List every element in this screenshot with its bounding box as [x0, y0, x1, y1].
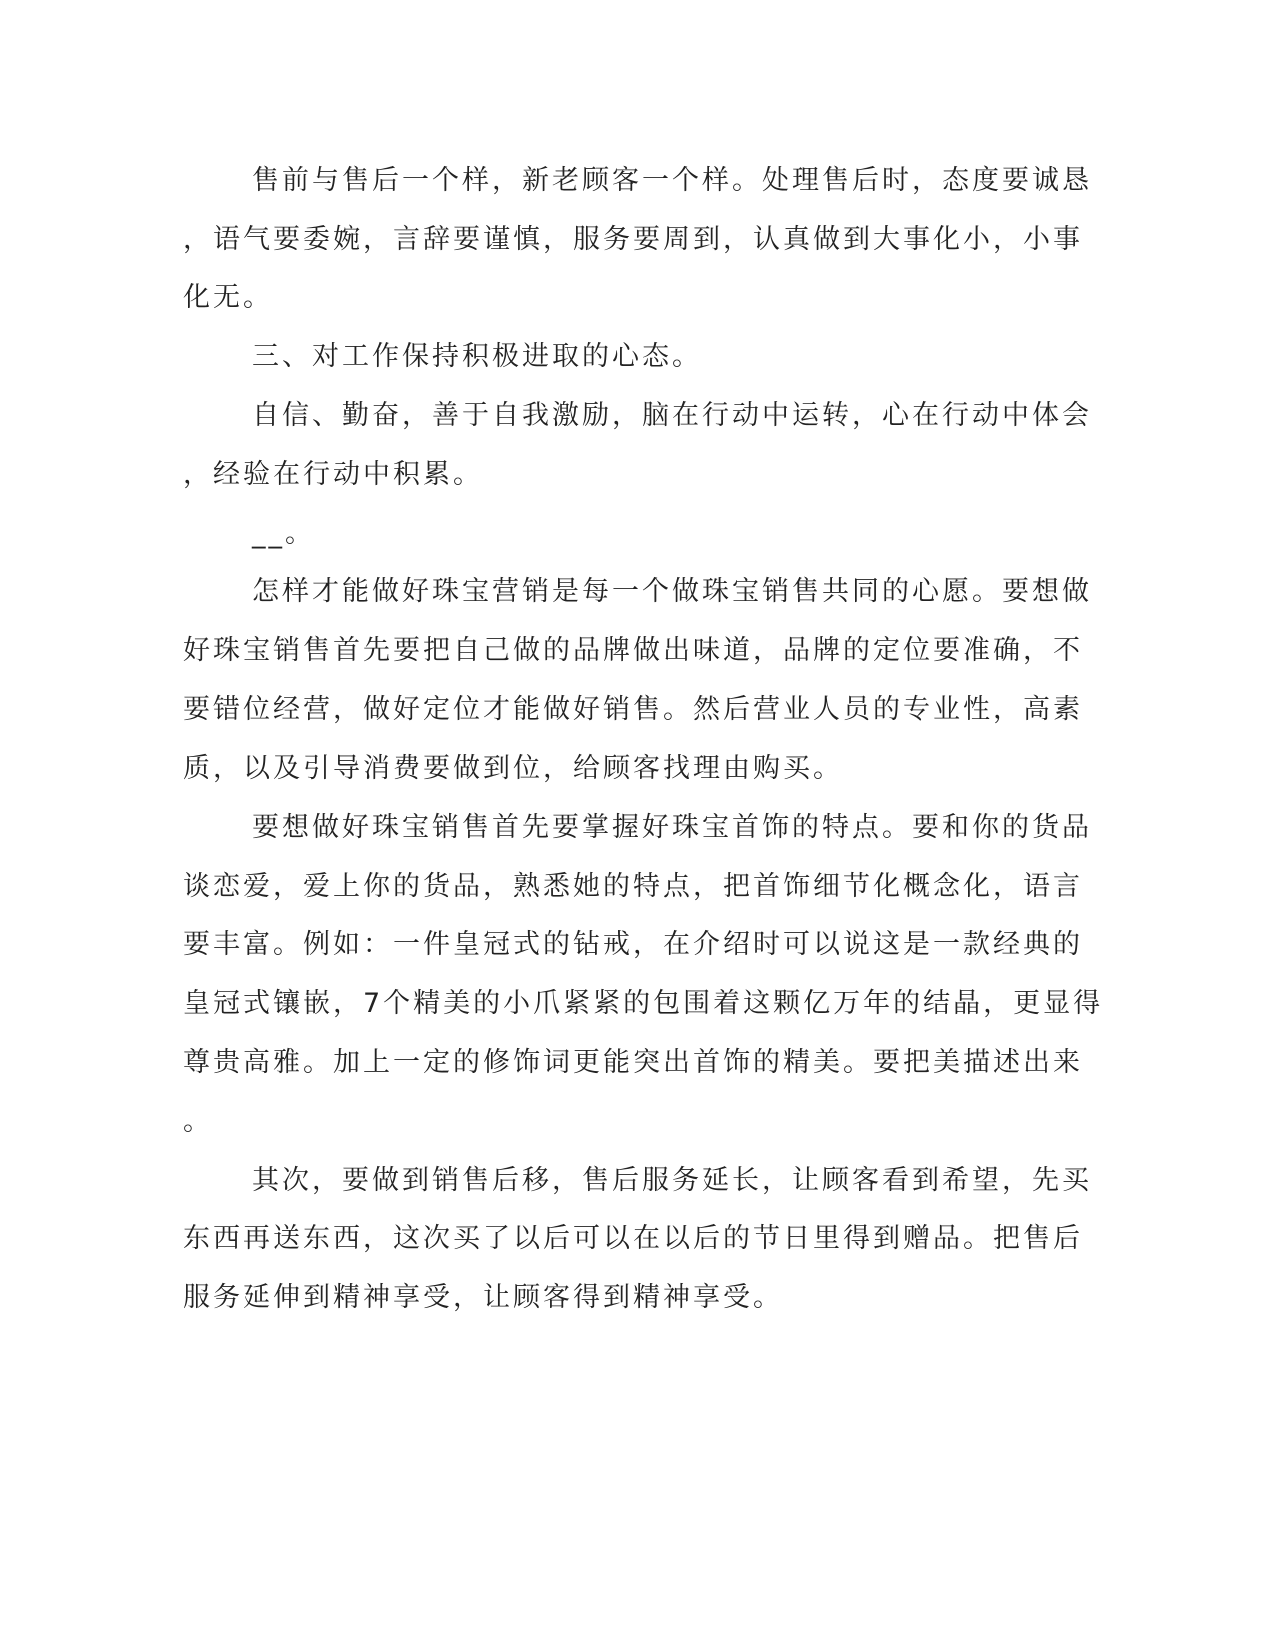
text-line: 售前与售后一个样，新老顾客一个样。处理售后时，态度要诚恳 — [252, 165, 1092, 196]
text-line: 要丰富。例如：一件皇冠式的钻戒，在介绍时可以说这是一款经典的 — [183, 929, 1083, 960]
text-line: 好珠宝销售首先要把自己做的品牌做出味道，品牌的定位要准确，不 — [183, 635, 1083, 666]
text-line: ，经验在行动中积累。 — [183, 459, 483, 490]
text-line: 要想做好珠宝销售首先要掌握好珠宝首饰的特点。要和你的货品 — [252, 812, 1092, 843]
text-line: 要错位经营，做好定位才能做好销售。然后营业人员的专业性，高素 — [183, 694, 1083, 725]
text-line: 其次，要做到销售后移，售后服务延长，让顾客看到希望，先买 — [252, 1165, 1092, 1196]
text-line: __。 — [252, 518, 315, 549]
text-line: 皇冠式镶嵌，7个精美的小爪紧紧的包围着这颗亿万年的结晶，更显得 — [183, 988, 1104, 1019]
text-line: 尊贵高雅。加上一定的修饰词更能突出首饰的精美。要把美描述出来 — [183, 1047, 1083, 1078]
text-line: 自信、勤奋，善于自我激励，脑在行动中运转，心在行动中体会 — [252, 400, 1092, 431]
text-line: ，语气要委婉，言辞要谨慎，服务要周到，认真做到大事化小，小事 — [183, 224, 1083, 255]
text-line: 怎样才能做好珠宝营销是每一个做珠宝销售共同的心愿。要想做 — [252, 576, 1092, 607]
text-line: 。 — [183, 1106, 213, 1137]
text-line: 谈恋爱，爱上你的货品，熟悉她的特点，把首饰细节化概念化，语言 — [183, 871, 1083, 902]
text-line: 东西再送东西，这次买了以后可以在以后的节日里得到赠品。把售后 — [183, 1223, 1083, 1254]
section-heading: 三、对工作保持积极进取的心态。 — [252, 341, 702, 372]
text-line: 质，以及引导消费要做到位，给顾客找理由购买。 — [183, 753, 843, 784]
text-line: 化无。 — [183, 282, 273, 313]
text-line: 服务延伸到精神享受，让顾客得到精神享受。 — [183, 1282, 783, 1313]
